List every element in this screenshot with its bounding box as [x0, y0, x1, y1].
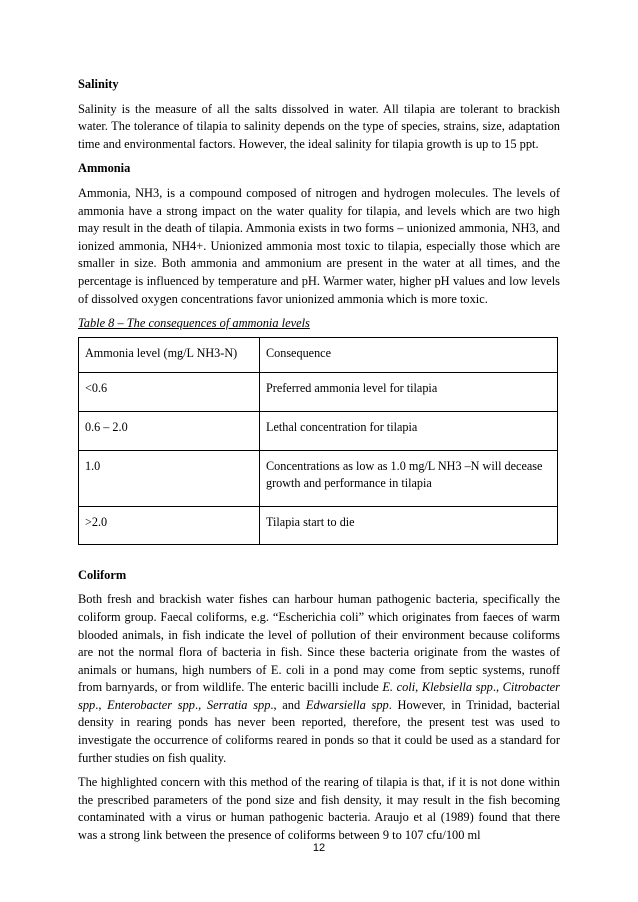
header-consequence: Consequence: [260, 337, 558, 372]
bacteria-separator: .,: [194, 697, 207, 712]
coliform-paragraph-1: [78, 591, 560, 767]
ammonia-levels-table: [78, 337, 558, 545]
table-row: [79, 372, 558, 411]
table-row: [79, 450, 558, 506]
bacteria-name: E. coli: [382, 680, 416, 695]
ammonia-paragraph: Ammonia, NH3, is a compound composed of nitrogen and hydrogen molecules. The levels of ammonia have a strong impact on the water quality for tilapia, and levels which are two high may result in the death of tilapia. Ammonia exists in two forms – unionized ammonia, NH3, and ionized ammonia, NH4+. Unionized ammonia most toxic to tilapia, especially those which are smaller in size. Both ammonia and ammonium are present in the water at all times, and the percentage is influenced by temperature and pH. Warmer water, higher pH values and low levels of dissolved oxygen concentrations favor unionized ammonia which is more toxic.: [78, 185, 560, 306]
page-number: 12: [312, 842, 326, 854]
salinity-paragraph: Salinity is the measure of all the salts dissolved in water. All tilapia are tolerant to brackish water. The tolerance of tilapia to salinity depends on the type of species, strains, size, adaptation time and environmental factors. However, the ideal salinity for tilapia growth is up to 15 ppt.: [78, 101, 560, 151]
bacteria-name: Edwarsiella spp: [305, 697, 389, 712]
header-ammonia-level: Ammonia level (mg/L NH3-N): [79, 337, 260, 372]
consequence-cell: Lethal concentration for tilapia: [260, 411, 558, 450]
ammonia-level-cell: >2.0: [79, 506, 260, 544]
coliform-heading: Coliform: [78, 567, 127, 582]
page-content: [78, 76, 560, 852]
bacteria-name: Serratia spp: [206, 697, 271, 712]
table-header-row: [79, 337, 558, 372]
table-row: [79, 411, 558, 450]
ammonia-heading: Ammonia: [78, 161, 131, 176]
coliform-text-a: Both fresh and brackish water fishes can harbour human pathogenic bacteria, specifically the coliform group. Faecal coliforms, e.g. “Escherichia coli” which originates from faeces of warm blooded animals, in fish indicate the level of pollution of their environment because coliforms are not the normal flora of bacteria in fish. Since these bacteria originate from the wastes of animals or humans, high numbers of E. coli in a pond may come from septic systems, runoff from barnyards, or from wildlife. The enteric bacilli include: [78, 592, 560, 695]
consequence-cell: Tilapia start to die: [260, 506, 558, 544]
consequence-cell: Concentrations as low as 1.0 mg/L NH3 –N will decease growth and performance in tilapia: [260, 450, 558, 506]
bacteria-separator: ., and: [270, 697, 306, 712]
coliform-text-b: . However, in Trinidad, bacterial density in rearing ponds has never been reported, therefore, the present test was used to investigate the occurrence of coliforms reared in ponds so that it could be used as a standard for further studies on fish quality.: [78, 697, 561, 765]
bacteria-separator: .,: [492, 680, 503, 695]
table-row: [79, 506, 558, 544]
consequence-cell: Preferred ammonia level for tilapia: [260, 372, 558, 411]
ammonia-level-cell: <0.6: [79, 372, 260, 411]
ammonia-level-cell: 1.0: [79, 450, 260, 506]
bacteria-name: Enterobacter spp: [107, 697, 195, 712]
salinity-heading: Salinity: [78, 77, 119, 91]
ammonia-level-cell: 0.6 – 2.0: [79, 411, 260, 450]
bacteria-separator: .,: [95, 697, 108, 712]
bacteria-separator: ,: [415, 680, 422, 695]
bacteria-name: Klebsiella spp: [421, 680, 493, 695]
table-caption: Table 8 – The consequences of ammonia levels: [78, 316, 310, 331]
bacteria-name: Citrobacter spp: [78, 680, 560, 712]
coliform-paragraph-2: The highlighted concern with this method of the rearing of tilapia is that, if it is not done within the prescribed parameters of the pond size and fish density, it may result in the fish becoming contaminated with a virus or human pathogenic bacteria. Araujo et al (1989) found that there was a strong link between the presence of coliforms between 9 to 107 cfu/100 ml: [78, 775, 560, 843]
